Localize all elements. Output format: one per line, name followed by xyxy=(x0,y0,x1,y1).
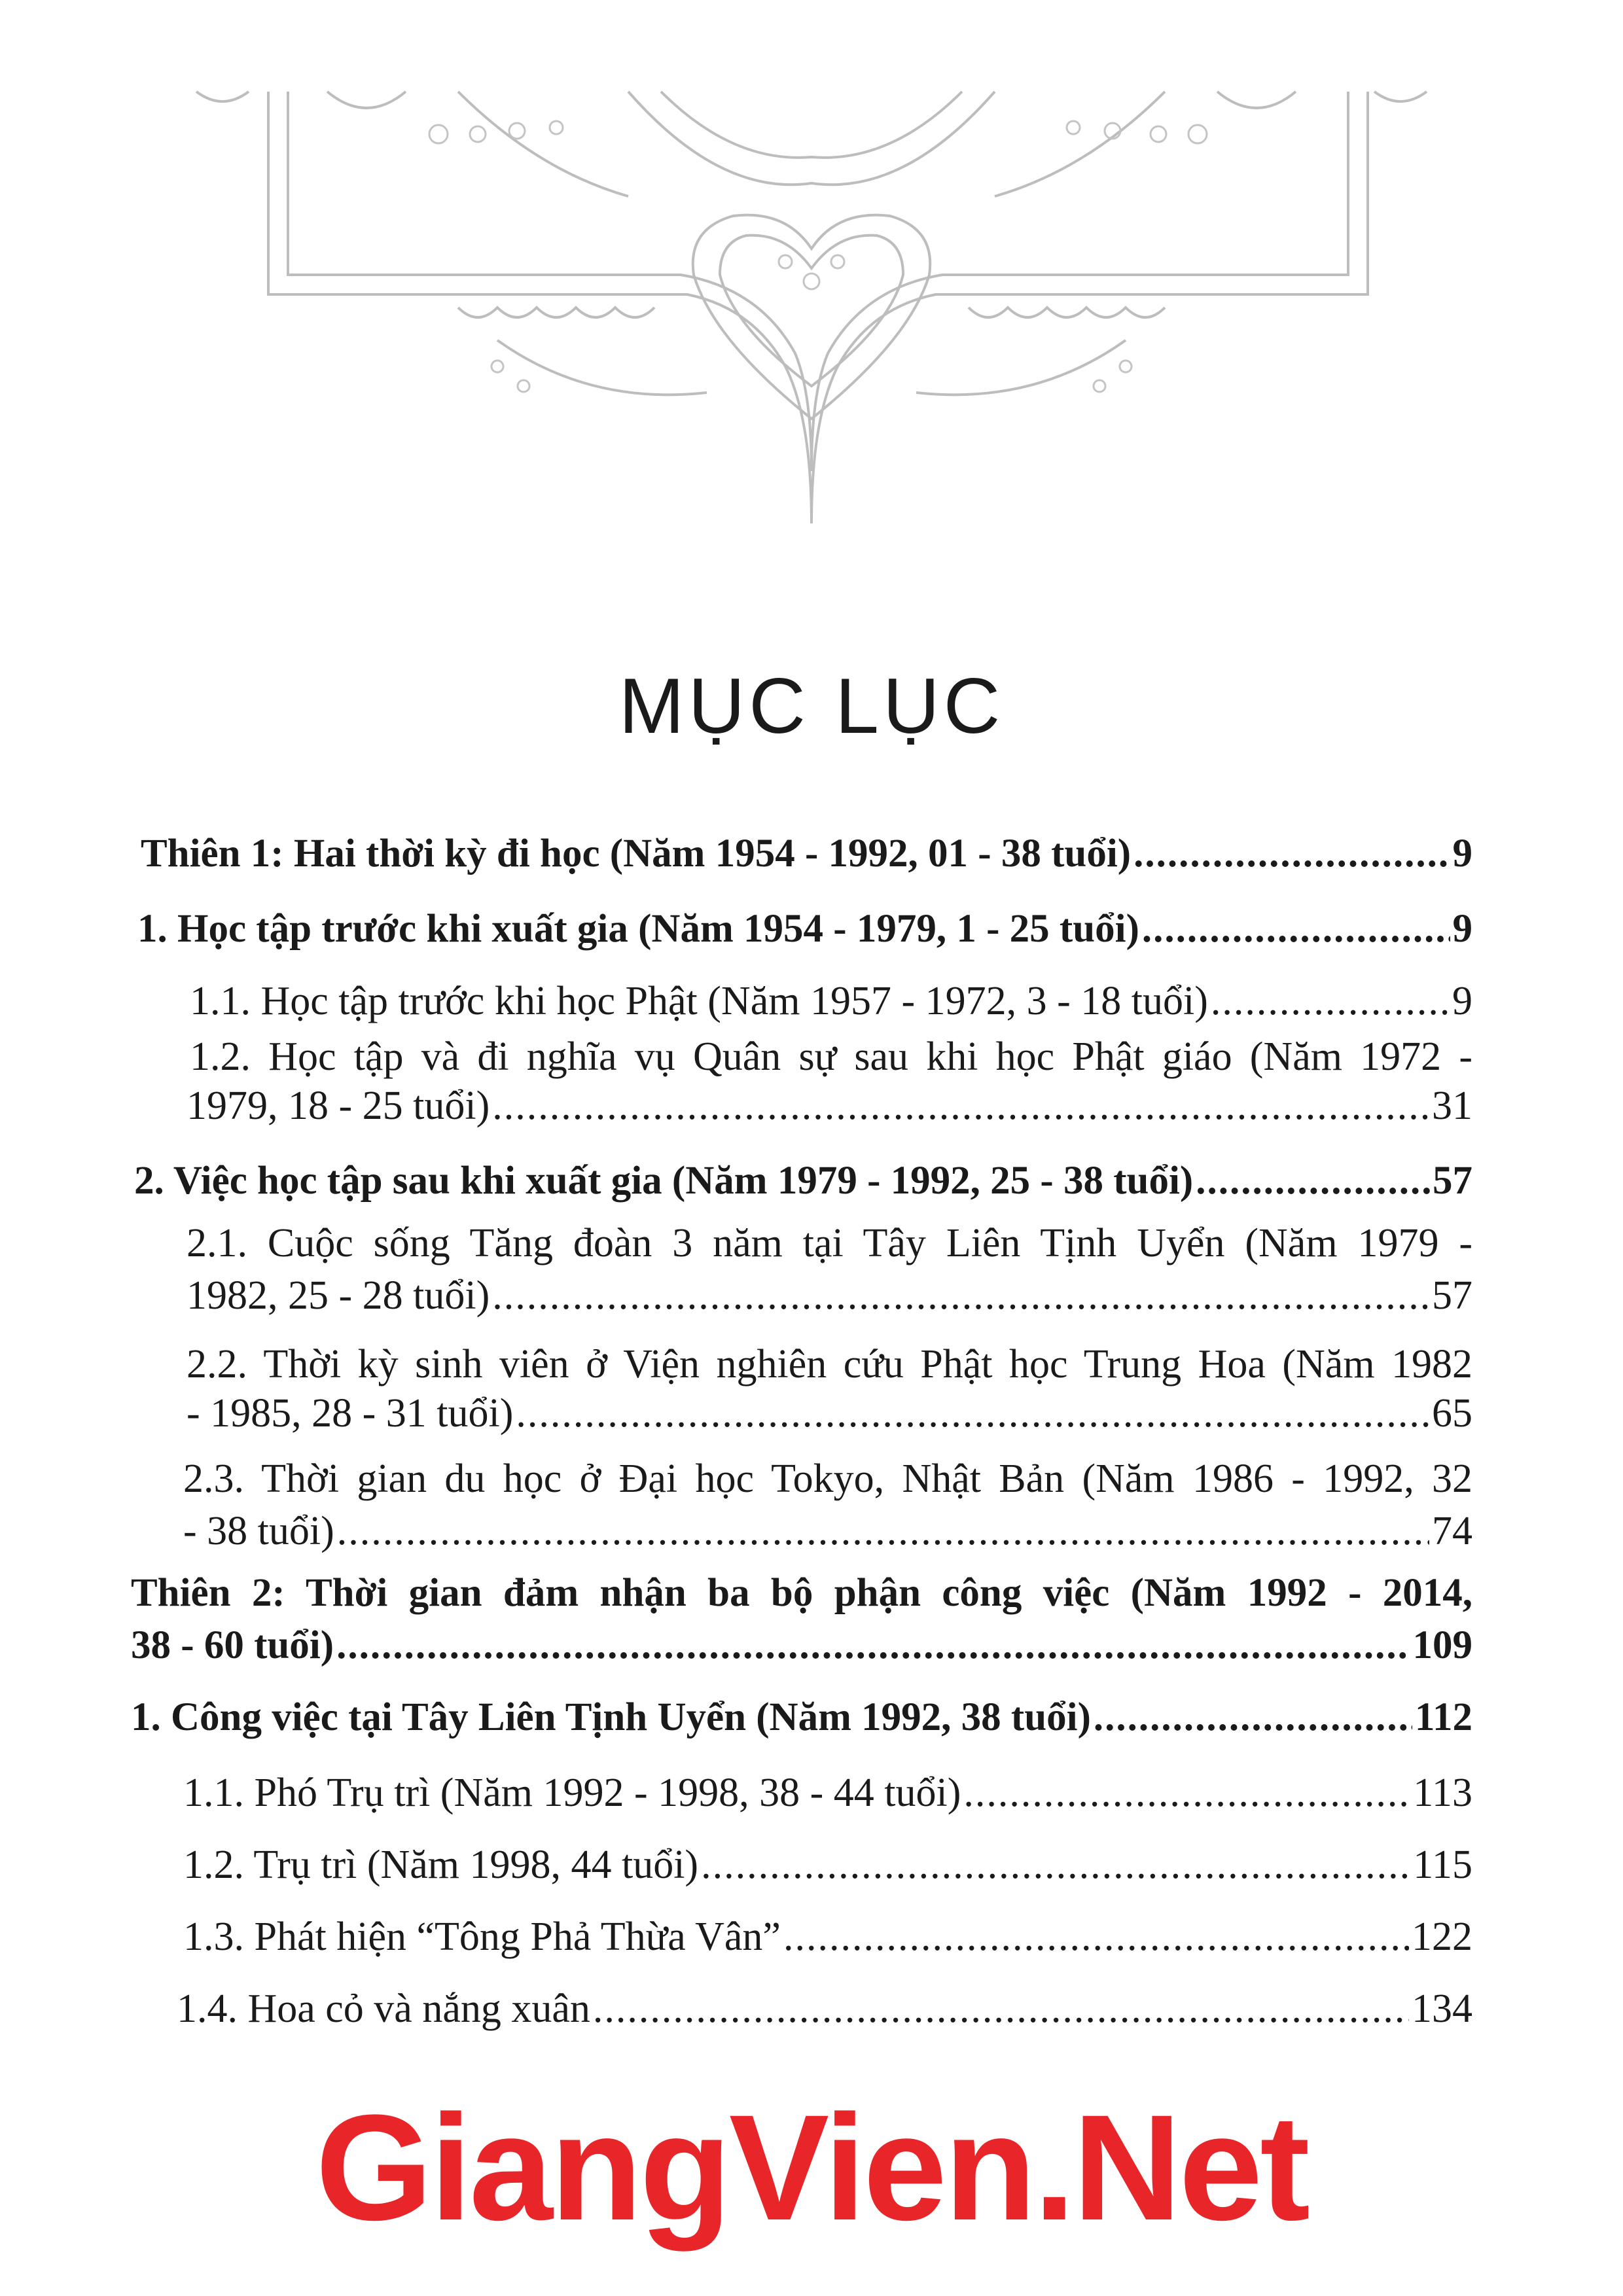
toc-entry-title: - 38 tuổi) xyxy=(183,1509,334,1553)
toc-entry xyxy=(141,831,1472,877)
toc-page-number: 113 xyxy=(1413,1771,1472,1815)
toc-entry-title: 1.4. Hoa cỏ và nắng xuân xyxy=(177,1987,590,2031)
toc-entry xyxy=(183,1508,1472,1555)
toc-entry xyxy=(131,1623,1472,1669)
toc-page-number: 134 xyxy=(1412,1987,1472,2031)
toc-leader-dots xyxy=(337,1508,1429,1555)
toc-entry-line1: Thiên 2: Thời gian đảm nhận ba bộ phận công việc (Năm 1992 - 2014, xyxy=(131,1571,1472,1615)
toc-page-number: 122 xyxy=(1412,1915,1472,1959)
toc-entry-title: 2. Việc học tập sau khi xuất gia (Năm 1979 - 1992, 25 - 38 tuổi) xyxy=(134,1159,1194,1203)
toc-page-number: 57 xyxy=(1432,1273,1472,1318)
toc-page-number: 31 xyxy=(1432,1084,1472,1128)
toc-page-number: 115 xyxy=(1413,1843,1472,1887)
toc-entry xyxy=(134,1158,1472,1204)
toc-entry-title: 1.1. Học tập trước khi học Phật (Năm 1957 - 1972, 3 - 18 tuổi) xyxy=(190,979,1208,1023)
toc-leader-dots xyxy=(1196,1158,1430,1204)
toc-entry xyxy=(187,1083,1472,1129)
toc-leader-dots xyxy=(1094,1695,1412,1740)
toc-leader-dots xyxy=(492,1273,1429,1319)
toc-entry xyxy=(177,1986,1472,2032)
toc-page-number: 109 xyxy=(1412,1623,1472,1667)
toc-entry-line1: 2.1. Cuộc sống Tăng đoàn 3 năm tại Tây Liên Tịnh Uyển (Năm 1979 - xyxy=(187,1221,1472,1265)
toc-entry xyxy=(187,1273,1472,1319)
toc-page-number: 9 xyxy=(1452,979,1472,1023)
toc-page-number: 112 xyxy=(1414,1695,1472,1739)
page-title: MỤC LỤC xyxy=(618,662,1005,750)
toc-entry xyxy=(137,906,1472,952)
toc-page-number: 74 xyxy=(1432,1509,1472,1553)
toc-leader-dots xyxy=(963,1770,1410,1816)
toc-entry-title: 1979, 18 - 25 tuổi) xyxy=(187,1084,490,1128)
toc-entry-title: 38 - 60 tuổi) xyxy=(131,1623,334,1667)
toc-entry-title: 1.1. Phó Trụ trì (Năm 1992 - 1998, 38 - 44 tuổi) xyxy=(183,1771,961,1815)
toc-entry-title: 1.3. Phát hiện “Tông Phả Thừa Vân” xyxy=(183,1915,781,1959)
toc-page-number: 9 xyxy=(1452,907,1472,951)
toc-entry xyxy=(187,1390,1472,1437)
toc-entry-title: - 1985, 28 - 31 tuổi) xyxy=(187,1391,514,1436)
toc-leader-dots xyxy=(516,1390,1429,1437)
toc-entry-title: 1. Học tập trước khi xuất gia (Năm 1954 - 1979, 1 - 25 tuổi) xyxy=(137,907,1139,951)
toc-entry-title: 1982, 25 - 28 tuổi) xyxy=(187,1273,490,1318)
toc-leader-dots xyxy=(701,1842,1410,1888)
toc-leader-dots xyxy=(1142,906,1450,952)
toc-leader-dots xyxy=(1133,831,1450,877)
toc-entry xyxy=(183,1842,1472,1888)
toc-entry-line1: 1.2. Học tập và đi nghĩa vụ Quân sự sau khi học Phật giáo (Năm 1972 - xyxy=(190,1034,1472,1079)
watermark-text: GiangVien.Net xyxy=(315,2083,1308,2252)
toc-entry xyxy=(183,1770,1472,1816)
toc-entry xyxy=(183,1914,1472,1960)
toc-leader-dots xyxy=(1211,978,1450,1025)
toc-entry xyxy=(190,978,1472,1025)
toc-entry-line1: 2.2. Thời kỳ sinh viên ở Viện nghiên cứu Phật học Trung Hoa (Năm 1982 xyxy=(187,1342,1472,1386)
toc-page-number: 65 xyxy=(1432,1391,1472,1436)
toc-page-number: 9 xyxy=(1452,832,1472,875)
toc-leader-dots xyxy=(492,1083,1429,1129)
toc-entry-line1: 2.3. Thời gian du học ở Đại học Tokyo, Nhật Bản (Năm 1986 - 1992, 32 xyxy=(183,1457,1472,1501)
toc-entry-title: 1. Công việc tại Tây Liên Tịnh Uyển (Năm 1992, 38 tuổi) xyxy=(131,1695,1091,1739)
toc-entry-title: 1.2. Trụ trì (Năm 1998, 44 tuổi) xyxy=(183,1843,699,1887)
toc-leader-dots xyxy=(783,1914,1409,1960)
toc-entry-title: Thiên 1: Hai thời kỳ đi học (Năm 1954 - 1992, 01 - 38 tuổi) xyxy=(141,832,1132,875)
toc-page-number: 57 xyxy=(1433,1159,1472,1203)
toc-entry xyxy=(131,1695,1472,1740)
toc-leader-dots xyxy=(336,1623,1410,1669)
toc-leader-dots xyxy=(593,1986,1409,2032)
